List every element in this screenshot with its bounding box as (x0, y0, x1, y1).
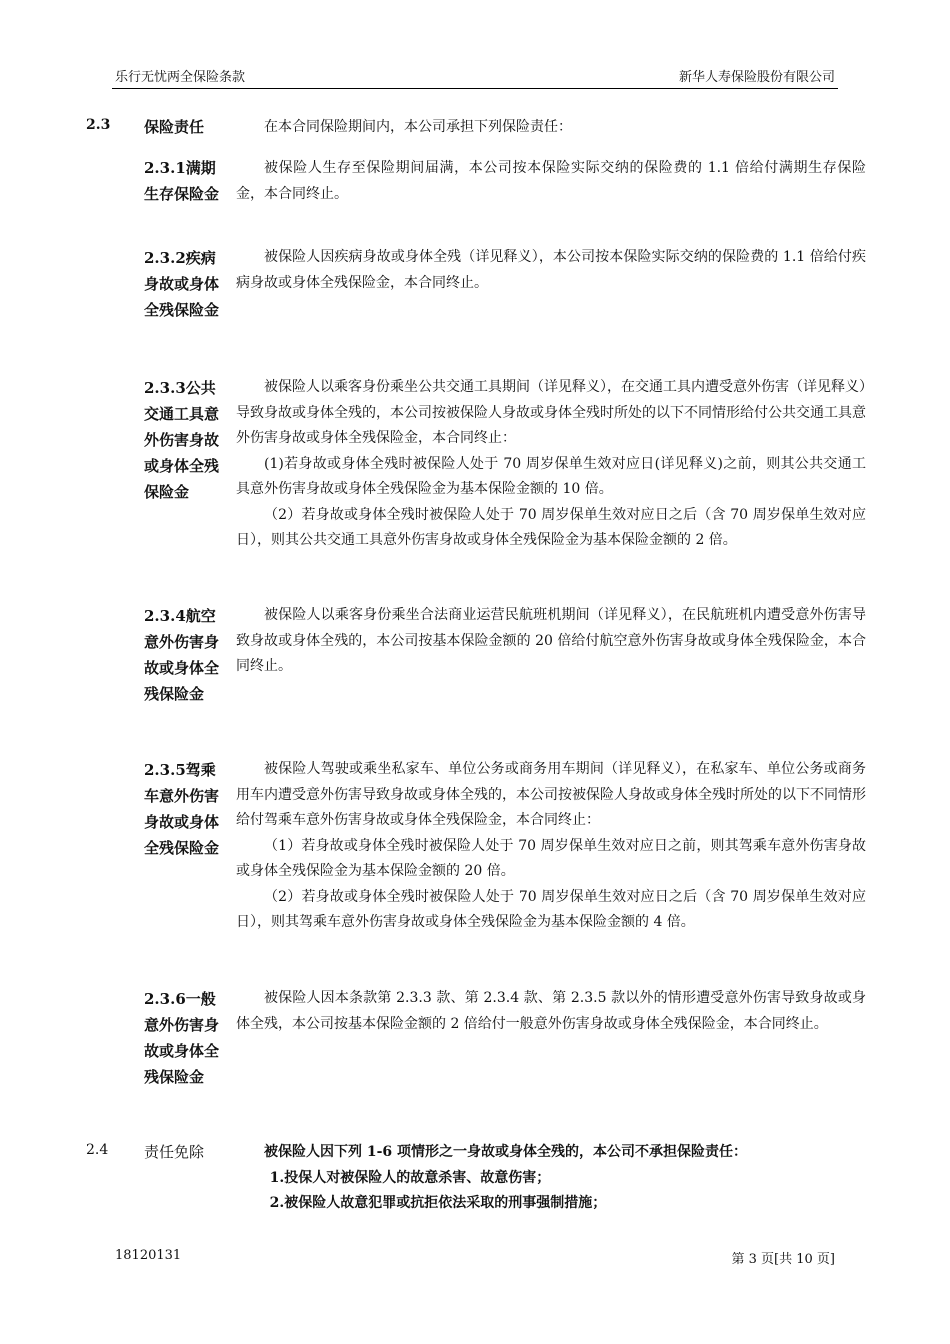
clause-label-2-3-5: 2.3.5驾乘车意外伤害身故或身体全残保险金 (144, 761, 220, 857)
clause-body-2-3-1 (236, 156, 866, 207)
exclusion-item: 2.被保险人故意犯罪或抗拒依法采取的刑事强制措施； (269, 1195, 607, 1211)
clause-label-2-3-2: 2.3.2疾病身故或身体全残保险金 (144, 249, 220, 319)
section-intro-2-3 (236, 115, 866, 141)
clause-body-2-3-2 (236, 245, 866, 296)
clause-label-2-3-4: 2.3.4航空意外伤害身故或身体全残保险金 (144, 607, 220, 703)
clause-label-2-3-1: 2.3.1满期生存保险金 (144, 159, 220, 203)
paragraph: 被保险人因本条款第 2.3.3 款、第 2.3.4 款、第 2.3.5 款以外的情形遭受意外伤害导致身故或身体全残，本公司按基本保险金额的 2 倍给付一般意外伤害身故或身体全残保险金，本合同终止。 (236, 990, 866, 1032)
header-document-title: 乐行无忧两全保险条款 (115, 70, 246, 85)
clause-body-2-3-4 (236, 603, 866, 680)
page-header (115, 66, 835, 86)
exclusion-intro: 被保险人因下列 1-6 项情形之一身故或身体全残的，本公司不承担保险责任： (264, 1144, 748, 1160)
section-title-2-4: 责任免除 (144, 1143, 205, 1161)
section-number-2-4: 2.4 (86, 1142, 109, 1158)
footer-page-number: 第 3 页[共 10 页] (731, 1252, 835, 1267)
footer-code: 18120131 (115, 1248, 182, 1263)
paragraph: (1)若身故或身体全残时被保险人处于 70 周岁保单生效对应日(详见释义)之前，则其公共交通工具意外伤害身故或身体全残保险金为基本保险金额的 10 倍。 (236, 455, 866, 497)
clause-label-2-3-3: 2.3.3公共交通工具意外伤害身故或身体全残保险金 (144, 379, 220, 501)
paragraph: （1）若身故或身体全残时被保险人处于 70 周岁保单生效对应日之前，则其驾乘车意外伤害身故或身体全残保险金为基本保险金额的 20 倍。 (236, 837, 866, 879)
exclusion-item: 1.投保人对被保险人的故意杀害、故意伤害； (269, 1169, 551, 1186)
section-number-2-3: 2.3 (86, 117, 111, 133)
paragraph: （2）若身故或身体全残时被保险人处于 70 周岁保单生效对应日之后（含 70 周岁保单生效对应日），则其驾乘车意外伤害身故或身体全残保险金为基本保险金额的 4 倍。 (236, 888, 866, 930)
header-divider (112, 88, 838, 89)
paragraph: 被保险人驾驶或乘坐私家车、单位公务或商务用车期间（详见释义），在私家车、单位公务或商务用车内遭受意外伤害导致身故或身体全残的，本公司按被保险人身故或身体全残时所处的以下不同情形给付驾乘车意外伤害身故或身体全残保险金，本合同终止： (236, 761, 866, 828)
paragraph: （2）若身故或身体全残时被保险人处于 70 周岁保单生效对应日之后（含 70 周岁保单生效对应日），则其公共交通工具意外伤害身故或身体全残保险金为基本保险金额的 2 倍。 (236, 506, 866, 548)
section-title-2-3: 保险责任 (144, 118, 205, 136)
paragraph: 被保险人因疾病身故或身体全残（详见释义），本公司按本保险实际交纳的保险费的 1.1 倍给付疾病身故或身体全残保险金，本合同终止。 (236, 249, 866, 291)
header-company-name: 新华人寿保险股份有限公司 (678, 70, 835, 85)
clause-label-2-3-6: 2.3.6一般意外伤害身故或身体全残保险金 (144, 990, 220, 1086)
section-body-2-4 (236, 1140, 866, 1217)
paragraph: 被保险人以乘客身份乘坐合法商业运营民航班机期间（详见释义），在民航班机内遭受意外伤害导致身故或身体全残的，本公司按基本保险金额的 20 倍给付航空意外伤害身故或身体全残保险金，本合同终止。 (236, 607, 866, 674)
clause-body-2-3-6 (236, 986, 866, 1037)
clause-body-2-3-3 (236, 375, 866, 554)
paragraph: 被保险人以乘客身份乘坐公共交通工具期间（详见释义），在交通工具内遭受意外伤害（详见释义）导致身故或身体全残的，本公司按被保险人身故或身体全残时所处的以下不同情形给付公共交通工具意外伤害身故或身体全残保险金，本合同终止： (236, 379, 866, 446)
paragraph: 被保险人生存至保险期间届满，本公司按本保险实际交纳的保险费的 1.1 倍给付满期生存保险金，本合同终止。 (236, 160, 866, 202)
clause-body-2-3-5 (236, 757, 866, 936)
intro-text: 在本合同保险期间内，本公司承担下列保险责任： (264, 119, 572, 135)
